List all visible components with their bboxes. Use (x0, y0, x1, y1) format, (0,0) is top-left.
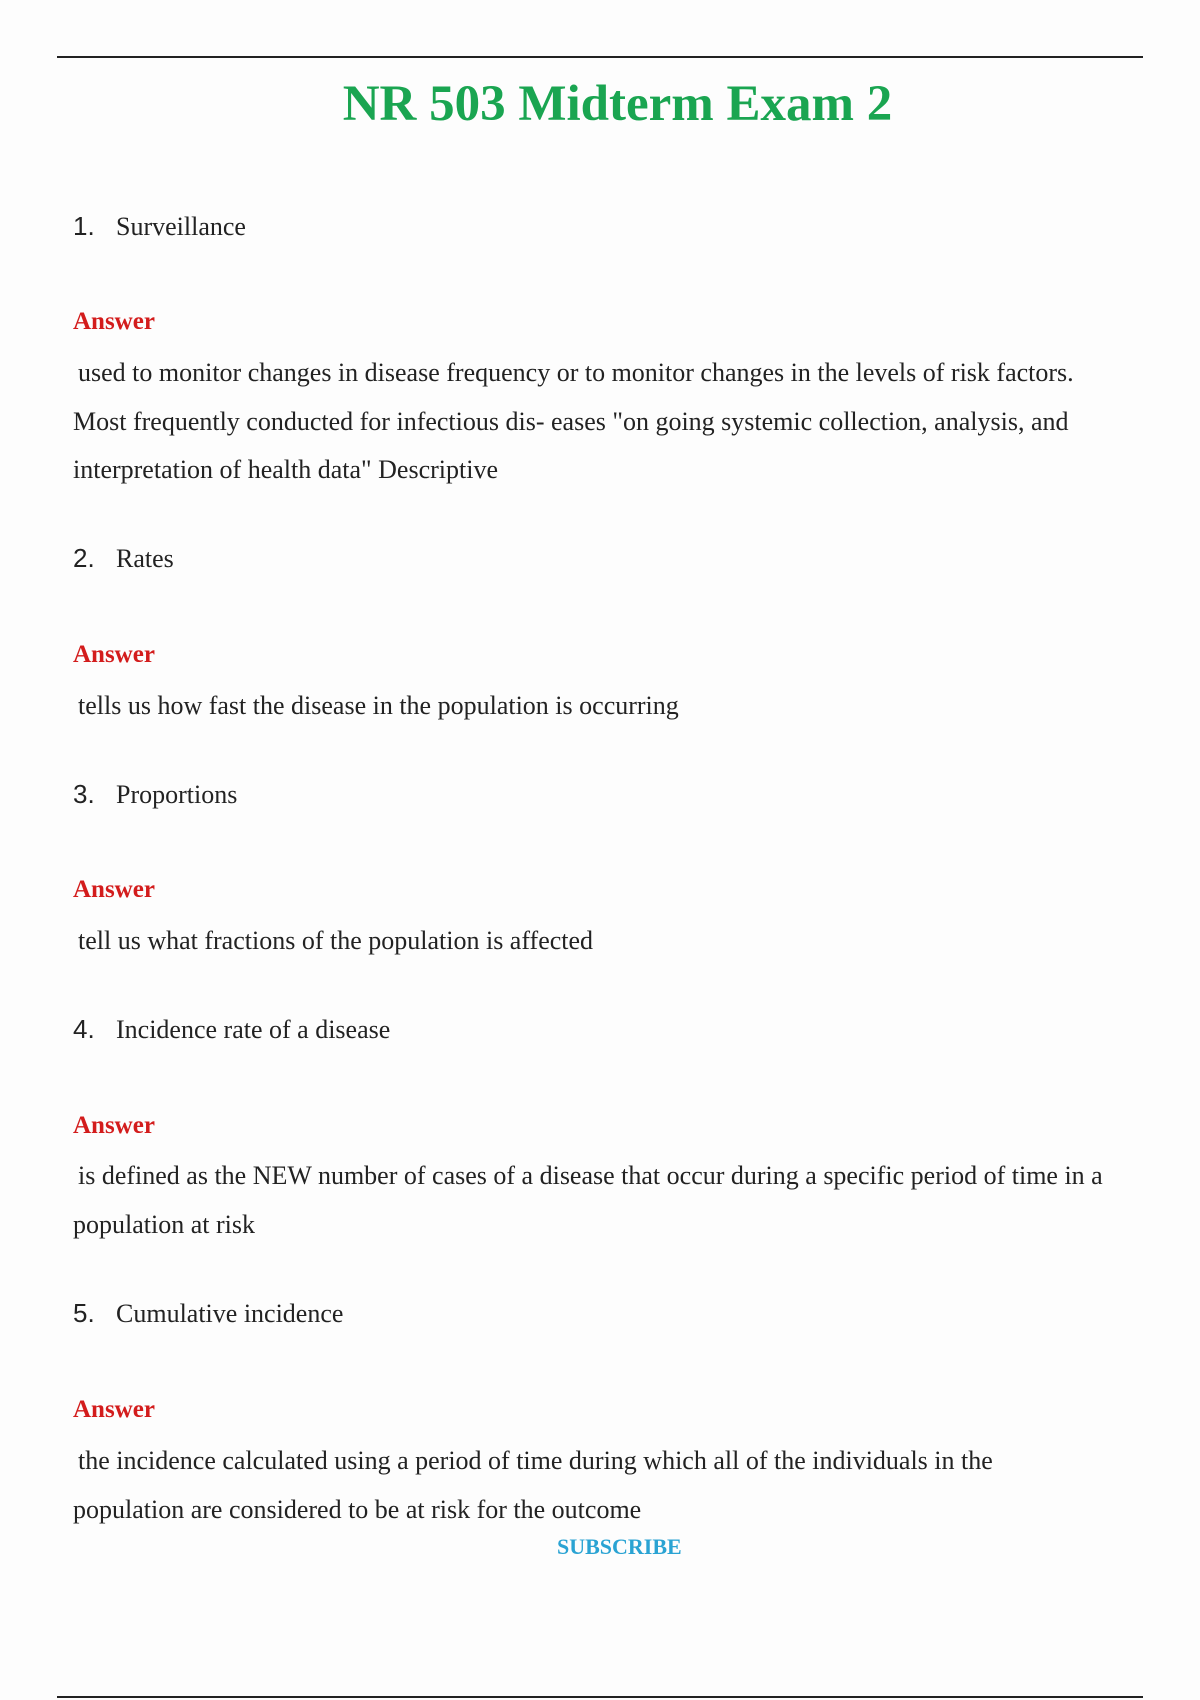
question-number: 3. (73, 779, 95, 809)
answer-label: Answer (73, 1112, 155, 1139)
question-number: 5. (73, 1298, 95, 1328)
answer-text: used to monitor changes in disease frequency or to monitor changes in the levels of risk factors. Most frequently conducted for infectious dis- eases "on going systemic collection, analysis, and interpretation of health data" Descriptive (73, 358, 1074, 484)
bottom-rule (57, 1696, 1143, 1698)
answer-text: is defined as the NEW number of cases of a disease that occur during a specific period of time in a population at risk (73, 1161, 1103, 1239)
question-term: Cumulative incidence (116, 1299, 344, 1328)
answer-label: Answer (73, 641, 155, 668)
question-number: 4. (73, 1014, 95, 1044)
question-term: Proportions (116, 780, 238, 809)
question-item (73, 1011, 390, 1048)
answer-text: the incidence calculated using a period of time during which all of the individuals in the population are considered to be at risk for the outcome (73, 1446, 993, 1524)
answer-text: tells us how fast the disease in the population is occurring (78, 691, 679, 720)
subscribe-link[interactable]: SUBSCRIBE (557, 1534, 682, 1559)
answer-text: tell us what fractions of the population is affected (78, 926, 594, 955)
question-item (73, 776, 237, 813)
question-number: 2. (73, 543, 95, 573)
question-term: Surveillance (116, 212, 246, 241)
question-number: 1. (73, 211, 95, 241)
question-term: Incidence rate of a disease (116, 1015, 391, 1044)
answer-label: Answer (73, 1396, 155, 1423)
question-item (73, 540, 174, 577)
page-title: NR 503 Midterm Exam 2 (342, 76, 893, 132)
question-item (73, 208, 246, 245)
answer-label: Answer (73, 876, 155, 903)
top-rule (57, 56, 1143, 58)
answer-label: Answer (73, 308, 155, 335)
question-item (73, 1295, 343, 1332)
question-term: Rates (116, 544, 174, 573)
